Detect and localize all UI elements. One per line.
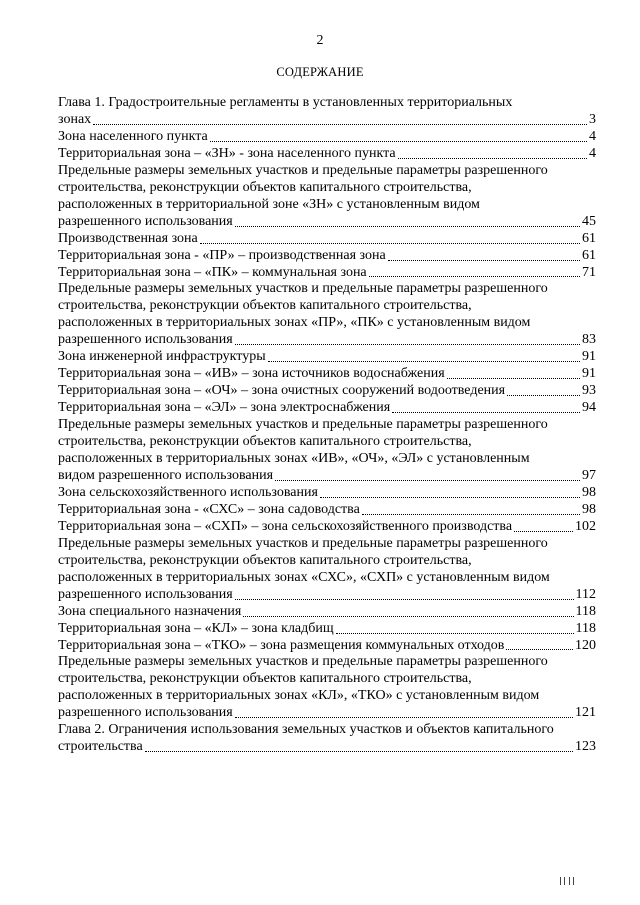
toc-entry-text-line: строительства, реконструкции объектов капитального строительства,	[58, 552, 472, 568]
toc-entry-page: 61	[582, 247, 596, 263]
toc-entry[interactable]	[58, 485, 596, 502]
toc-entry-title: видом разрешенного использования	[58, 467, 274, 483]
toc-entry-line	[58, 519, 596, 536]
toc-entry-line	[58, 349, 596, 366]
toc-entry-line	[58, 468, 596, 485]
toc-entry-page: 120	[575, 637, 596, 653]
toc-entry[interactable]	[58, 281, 596, 349]
toc-entry-page: 123	[575, 739, 596, 755]
toc-entry[interactable]	[58, 349, 596, 366]
dot-leader	[369, 275, 580, 277]
toc-entry-text-line: расположенных в территориальных зонах «ИВ», «ОЧ», «ЭЛ» с установленным	[58, 451, 530, 467]
toc-entry-text-line: строительства, реконструкции объектов капитального строительства,	[58, 298, 472, 314]
toc-entry-text-line: расположенных в территориальных зонах «СХС», «СХП» с установленным видом	[58, 569, 550, 585]
page-number: 2	[316, 33, 324, 48]
toc-entry-line	[58, 214, 596, 231]
toc-entry-title: строительства	[58, 739, 143, 755]
dot-leader	[235, 716, 573, 718]
toc-entry-text-line: Предельные размеры земельных участков и предельные параметры разрешенного	[58, 417, 548, 433]
toc-entry-page: 121	[575, 705, 596, 721]
toc-entry-line	[58, 621, 596, 638]
toc-entry-text-line: строительства, реконструкции объектов капитального строительства,	[58, 671, 472, 687]
toc-entry-page: 3	[589, 111, 596, 127]
toc-entry[interactable]	[58, 654, 596, 722]
dot-leader	[235, 343, 580, 345]
toc-entry-text-line: расположенных в территориальных зонах «ПР», «ПК» с установленным видом	[58, 315, 531, 331]
dot-leader	[398, 157, 587, 159]
dot-leader	[507, 394, 580, 396]
toc-entry-text-line: Предельные размеры земельных участков и предельные параметры разрешенного	[58, 535, 548, 551]
toc-entry[interactable]	[58, 366, 596, 383]
toc-entry-title: разрешенного использования	[58, 213, 233, 229]
toc-entry-line	[58, 366, 596, 383]
toc-entry-title: разрешенного использования	[58, 705, 233, 721]
toc-entry-title: Территориальная зона – «ИВ» – зона источников водоснабжения	[58, 366, 445, 382]
toc-entry-line	[58, 265, 596, 282]
toc-entry-page: 112	[575, 586, 596, 602]
toc-entry[interactable]	[58, 502, 596, 519]
toc-entry-title: разрешенного использования	[58, 586, 233, 602]
toc-entry[interactable]	[58, 536, 596, 604]
toc-entry-title: Зона населенного пункта	[58, 128, 208, 144]
dot-leader	[93, 123, 587, 125]
toc-entry-title: Зона специального назначения	[58, 603, 242, 619]
toc-entry-page: 4	[589, 145, 596, 161]
toc-entry-title: Территориальная зона – «СХП» – зона сельскохозяйственного производства	[58, 518, 513, 534]
toc-entry[interactable]	[58, 638, 596, 655]
toc-entry-line	[58, 502, 596, 519]
dot-leader	[243, 615, 573, 617]
toc-entry-page: 45	[582, 213, 596, 229]
toc-entry-page: 98	[582, 501, 596, 517]
toc-entry[interactable]	[58, 621, 596, 638]
toc-entry-page: 61	[582, 230, 596, 246]
toc-entry-title: Зона инженерной инфраструктуры	[58, 349, 266, 365]
toc-entry-text-line: Глава 2. Ограничения использования земельных участков и объектов капитального	[58, 722, 554, 738]
table-of-contents	[58, 95, 596, 756]
toc-entry-page: 71	[582, 264, 596, 280]
toc-entry-page: 4	[589, 128, 596, 144]
dot-leader	[392, 411, 580, 413]
toc-entry-page: 91	[582, 366, 596, 382]
toc-entry-line	[58, 485, 596, 502]
toc-entry-title: Зона сельскохозяйственного использования	[58, 484, 318, 500]
toc-entry-title: Территориальная зона – «ЗН» - зона населенного пункта	[58, 145, 396, 161]
dot-leader	[145, 750, 573, 752]
toc-entry-page: 94	[582, 400, 596, 416]
toc-entry[interactable]	[58, 383, 596, 400]
toc-entry-line	[58, 587, 596, 604]
toc-entry-title: Территориальная зона – «ОЧ» – зона очистных сооружений водоотведения	[58, 383, 506, 399]
dot-leader	[447, 377, 580, 379]
dot-leader	[235, 598, 574, 600]
toc-entry-line	[58, 604, 596, 621]
dot-leader	[336, 632, 574, 634]
dot-leader	[320, 496, 580, 498]
dot-leader	[506, 648, 573, 650]
toc-entry-line	[58, 146, 596, 163]
toc-entry[interactable]	[58, 722, 596, 756]
toc-entry-page: 91	[582, 349, 596, 365]
toc-entry-page: 98	[582, 484, 596, 500]
toc-entry-title: Территориальная зона – «ПК» – коммунальная зона	[58, 264, 367, 280]
toc-entry-title: зонах	[58, 111, 92, 127]
toc-entry-text-line: расположенных в территориальных зонах «КЛ», «ТКО» с установленным видом	[58, 688, 540, 704]
toc-entry-text-line: строительства, реконструкции объектов капитального строительства,	[58, 179, 472, 195]
toc-entry-page: 93	[582, 383, 596, 399]
toc-entry-line	[58, 705, 596, 722]
dot-leader	[388, 259, 580, 261]
toc-entry-text-line: строительства, реконструкции объектов капитального строительства,	[58, 434, 472, 450]
toc-entry-line	[58, 248, 596, 265]
dot-leader	[200, 242, 580, 244]
toc-entry-title: Территориальная зона – «ЭЛ» – зона электроснабжения	[58, 400, 391, 416]
toc-entry-page: 118	[575, 603, 596, 619]
toc-entry-text-line: Предельные размеры земельных участков и предельные параметры разрешенного	[58, 162, 548, 178]
toc-entry-text-line: Глава 1. Градостроительные регламенты в установленных территориальных	[58, 95, 513, 110]
toc-entry-title: Территориальная зона - «ПР» – производственная зона	[58, 247, 386, 263]
toc-entry-line	[58, 332, 596, 349]
toc-entry-title: Территориальная зона – «ТКО» – зона размещения коммунальных отходов	[58, 637, 505, 653]
dot-leader	[268, 360, 580, 362]
toc-entry-title: разрешенного использования	[58, 332, 233, 348]
toc-entry[interactable]	[58, 604, 596, 621]
toc-entry-line	[58, 739, 596, 756]
toc-entry-page: 83	[582, 332, 596, 348]
toc-entry[interactable]	[58, 248, 596, 265]
toc-entry-line	[58, 383, 596, 400]
toc-entry-text-line: Предельные размеры земельных участков и предельные параметры разрешенного	[58, 281, 548, 297]
toc-entry[interactable]	[58, 129, 596, 146]
toc-entry-title: Производственная зона	[58, 230, 198, 246]
toc-entry[interactable]	[58, 95, 596, 129]
toc-entry-line	[58, 231, 596, 248]
toc-entry-text-line: Предельные размеры земельных участков и предельные параметры разрешенного	[58, 654, 548, 670]
toc-entry[interactable]	[58, 146, 596, 163]
toc-entry[interactable]	[58, 265, 596, 282]
footer-mark-icon	[560, 877, 574, 885]
dot-leader	[210, 140, 587, 142]
toc-title: СОДЕРЖАНИЕ	[276, 65, 364, 79]
toc-entry-line	[58, 638, 596, 655]
dot-leader	[235, 225, 580, 227]
toc-entry-line	[58, 400, 596, 417]
dot-leader	[514, 530, 573, 532]
toc-entry-title: Территориальная зона – «КЛ» – зона кладбищ	[58, 620, 334, 636]
toc-entry-page: 102	[575, 518, 596, 534]
toc-entry-page: 97	[582, 467, 596, 483]
toc-entry-text-line: расположенных в территориальной зоне «ЗН» с установленным видом	[58, 196, 480, 212]
toc-entry[interactable]	[58, 231, 596, 248]
toc-entry[interactable]	[58, 519, 596, 536]
toc-entry[interactable]	[58, 163, 596, 231]
toc-entry-title: Территориальная зона - «СХС» – зона садоводства	[58, 501, 360, 517]
dot-leader	[362, 513, 580, 515]
toc-entry-line	[58, 112, 596, 129]
toc-entry-page: 118	[575, 620, 596, 636]
toc-entry[interactable]	[58, 400, 596, 417]
toc-entry[interactable]	[58, 417, 596, 485]
toc-entry-line	[58, 129, 596, 146]
dot-leader	[275, 479, 580, 481]
